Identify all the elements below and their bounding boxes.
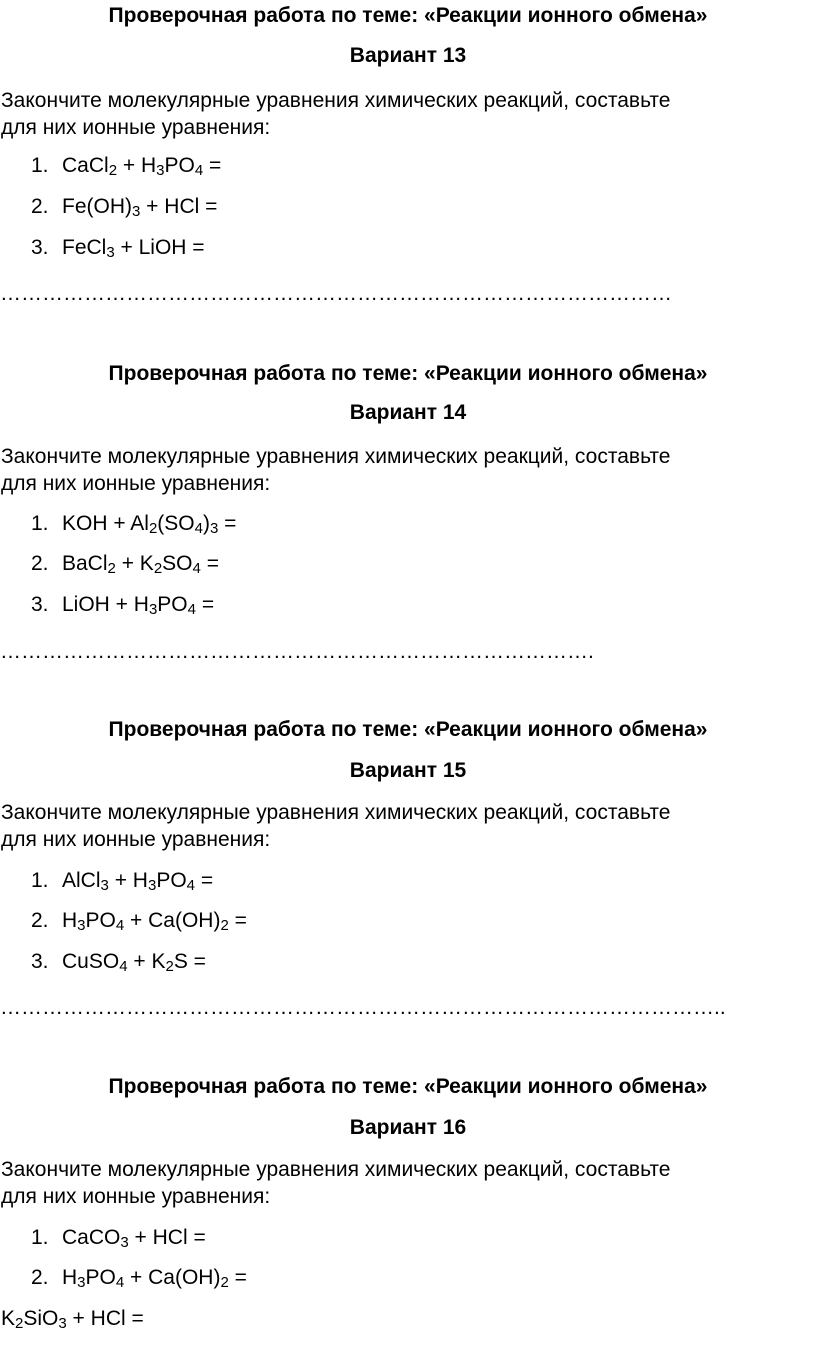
dotted-separator: …………………………………………………………………………. <box>0 640 594 663</box>
subscript: 2 <box>108 162 118 179</box>
equation-text: LiOH + $H_3PO_4$ = <box>62 593 215 618</box>
subscript: 3 <box>100 877 109 894</box>
subscript: 3 <box>156 162 165 179</box>
equation-text: $K_2SiO_3$ + HCl = <box>1 1307 144 1332</box>
subscript: 3 <box>120 1234 129 1251</box>
equation-item <box>31 154 221 178</box>
subscript: 2 <box>15 1315 24 1332</box>
instruction-line-1: Закончите молекулярные уравнения химических реакций, составьте <box>1 1158 671 1181</box>
subscript: 3 <box>77 1274 86 1291</box>
section-title: Проверочная работа по теме: «Реакции ионного обмена» <box>108 1075 708 1098</box>
item-number: 2. <box>31 1266 49 1289</box>
item-number: 2. <box>31 552 49 575</box>
equation-item <box>31 950 206 974</box>
subscript: 3 <box>147 877 157 894</box>
variant-label: Вариант 16 <box>349 1116 467 1139</box>
equation-text: KOH + $Al_2(SO_4)_3$ = <box>62 512 237 537</box>
equation-text: FeCl$_3$ + LiOH = <box>62 236 205 261</box>
equation-text: $H_3PO_4 + Ca(OH)_2$ = <box>62 909 247 934</box>
subscript: 4 <box>192 560 201 577</box>
item-number: 2. <box>31 195 49 218</box>
subscript: 2 <box>165 958 174 975</box>
equation-item <box>31 1266 247 1290</box>
item-number: 1. <box>31 869 49 892</box>
dotted-separator: ………………………………………………………………………………………….. <box>0 996 726 1019</box>
equation-text: $H_3PO_4 + Ca(OH)_2$ = <box>62 1266 247 1291</box>
variant-label: Вариант 14 <box>349 401 467 424</box>
item-number: 3. <box>31 593 49 616</box>
instruction-line-1: Закончите молекулярные уравнения химических реакций, составьте <box>1 89 671 112</box>
subscript: 2 <box>220 1274 229 1291</box>
equation-item <box>31 909 247 933</box>
subscript: 2 <box>153 560 163 577</box>
item-number: 1. <box>31 1226 49 1249</box>
subscript: 3 <box>132 203 141 220</box>
section-title: Проверочная работа по теме: «Реакции ионного обмена» <box>108 4 708 27</box>
dotted-separator: …………………………………………………………………………………… <box>0 282 672 305</box>
equation-text: $Fe(OH)_3$ + HCl = <box>62 195 218 220</box>
equation-item <box>31 593 214 617</box>
item-number: 1. <box>31 512 49 535</box>
subscript: 3 <box>209 520 219 537</box>
item-number: 3. <box>31 950 49 973</box>
subscript: 3 <box>148 601 158 618</box>
equation-text: CuSO$_4$ + $K_2S$ = <box>62 950 206 975</box>
subscript: 4 <box>115 1274 125 1291</box>
subscript: 4 <box>194 162 204 179</box>
subscript: 4 <box>115 917 125 934</box>
item-number: 3. <box>31 236 49 259</box>
subscript: 2 <box>107 560 116 577</box>
equation-item <box>1 1307 144 1331</box>
subscript: 2 <box>220 917 229 934</box>
equation-item <box>31 512 236 536</box>
equation-text: BaCl$_2$ + $K_2SO_4$ = <box>62 552 219 577</box>
variant-label: Вариант 13 <box>349 44 467 67</box>
instruction-line-1: Закончите молекулярные уравнения химических реакций, составьте <box>1 801 671 824</box>
subscript: 2 <box>148 520 158 537</box>
item-number: 2. <box>31 909 49 932</box>
instruction-line-2: для них ионные уравнения: <box>1 1185 271 1208</box>
subscript: 4 <box>194 520 203 537</box>
instruction-line-2: для них ионные уравнения: <box>1 472 271 495</box>
equation-item <box>31 552 219 576</box>
subscript: 4 <box>119 958 128 975</box>
equation-item <box>31 195 217 219</box>
variant-label: Вариант 15 <box>349 759 467 782</box>
section-title: Проверочная работа по теме: «Реакции ионного обмена» <box>108 362 708 385</box>
instruction-line-1: Закончите молекулярные уравнения химических реакций, составьте <box>1 445 671 468</box>
instruction-line-2: для них ионные уравнения: <box>1 828 271 851</box>
equation-item <box>31 236 205 260</box>
instruction-line-2: для них ионные уравнения: <box>1 116 271 139</box>
equation-text: CaCO$_3$ + HCl = <box>62 1226 206 1251</box>
equation-text: AlCl$_3$ + $H_3PO_4$ = <box>62 869 214 894</box>
subscript: 4 <box>186 877 195 894</box>
item-number: 1. <box>31 154 49 177</box>
equation-item <box>31 869 213 893</box>
subscript: 3 <box>106 244 115 261</box>
equation-text: CaCl$_2$ + $H_3PO_4$ = <box>62 154 222 179</box>
subscript: 3 <box>77 917 86 934</box>
subscript: 3 <box>58 1315 67 1332</box>
section-title: Проверочная работа по теме: «Реакции ионного обмена» <box>108 718 708 741</box>
equation-item <box>31 1226 206 1250</box>
subscript: 4 <box>187 601 196 618</box>
